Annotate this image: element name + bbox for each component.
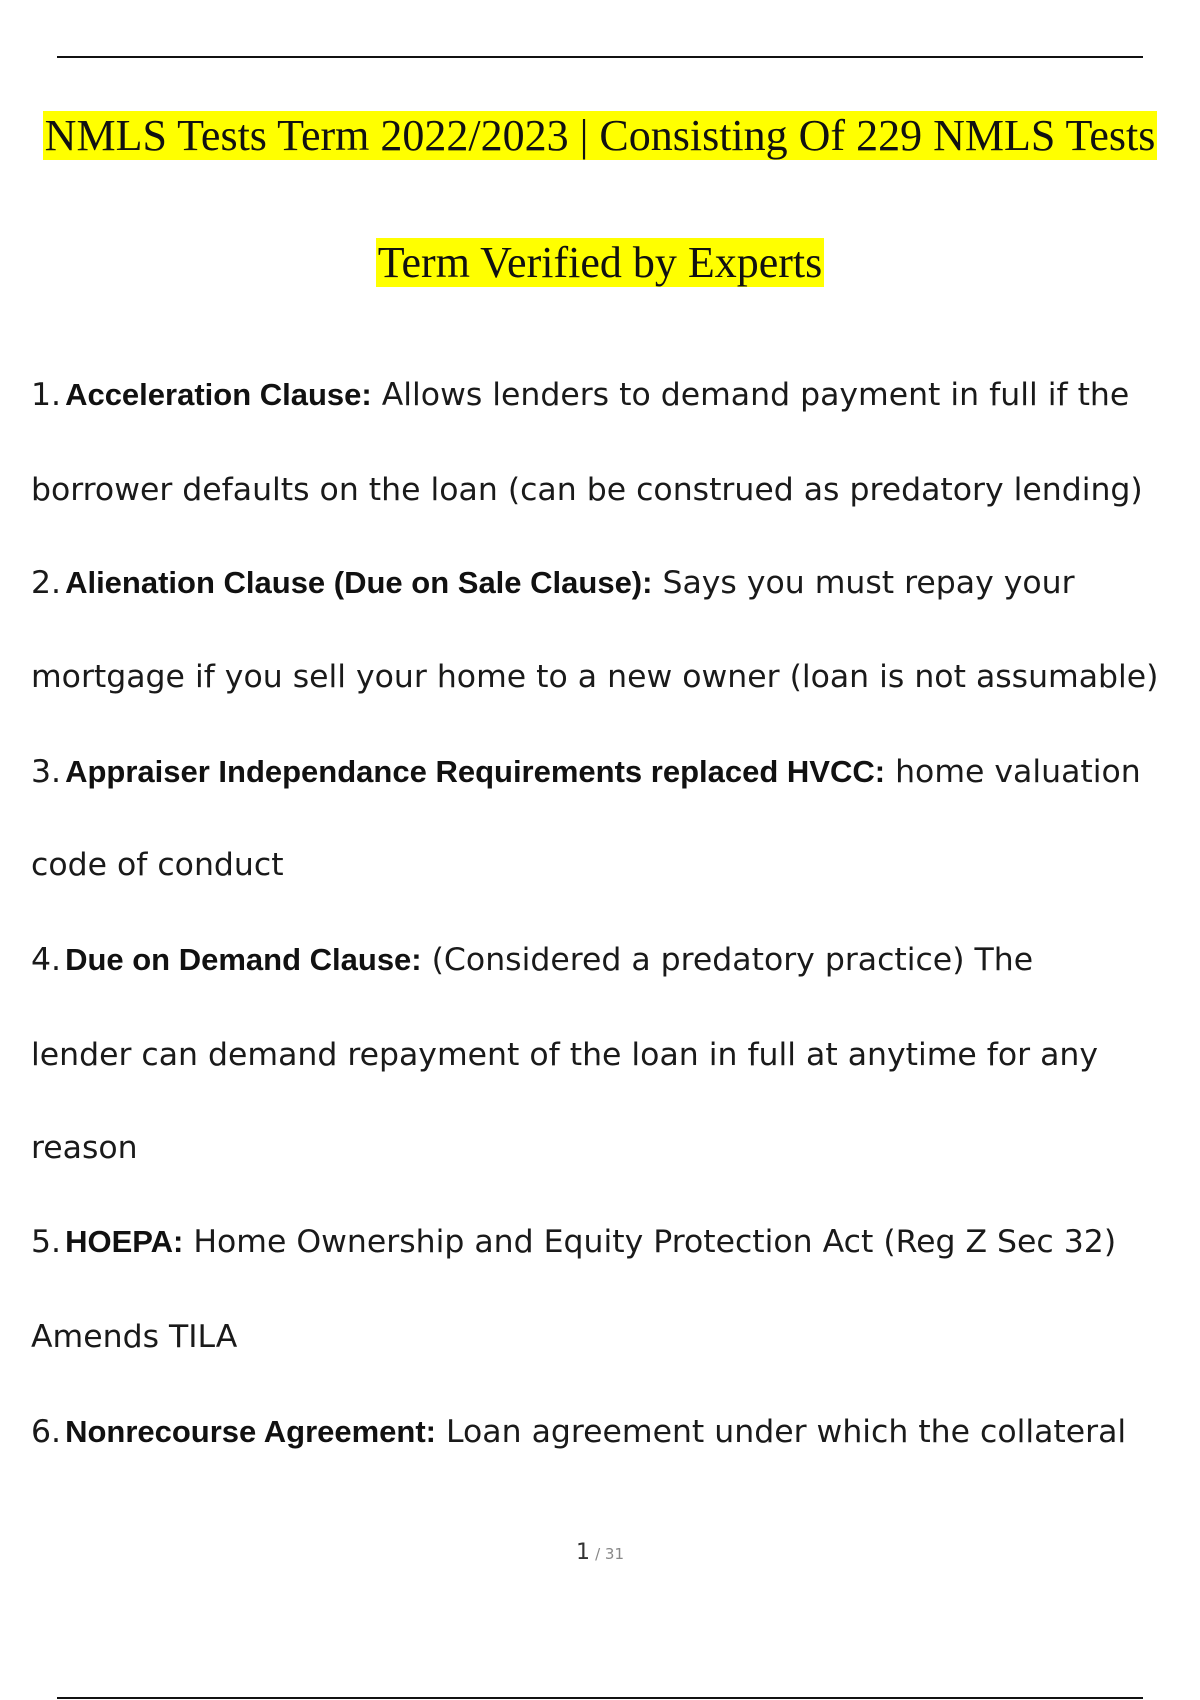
page-number — [0, 1540, 1200, 1565]
item-number: 4. — [31, 942, 62, 978]
definition-continuation: Amends TILA — [31, 1319, 238, 1355]
term-label: Alienation Clause (Due on Sale Clause): — [65, 565, 653, 600]
term-label: Nonrecourse Agreement: — [65, 1414, 437, 1449]
title-highlight-1: NMLS Tests Term 2022/2023 | Consisting Of 229 NMLS Tests — [44, 111, 1156, 160]
list-item-6 — [31, 1412, 1126, 1452]
item-number: 3. — [31, 754, 62, 790]
definition-text: Loan agreement under which the collateral — [446, 1414, 1127, 1450]
definition-continuation: code of conduct — [31, 847, 284, 883]
bottom-rule — [57, 1697, 1143, 1699]
title-highlight-2: Term Verified by Experts — [377, 238, 823, 287]
list-item-1 — [31, 375, 1129, 415]
item-number: 1. — [31, 377, 62, 413]
term-label: Acceleration Clause: — [65, 377, 372, 412]
item-number: 2. — [31, 565, 62, 601]
definition-text: (Considered a predatory practice) The — [431, 942, 1034, 978]
item-number: 6. — [31, 1414, 62, 1450]
item-number: 5. — [31, 1224, 62, 1260]
definition-continuation: mortgage if you sell your home to a new owner (loan is not assumable) — [31, 659, 1159, 695]
definition-continuation: lender can demand repayment of the loan in full at anytime for any — [31, 1037, 1099, 1073]
definition-continuation: reason — [31, 1130, 138, 1166]
definition-text: Allows lenders to demand payment in full if the — [381, 377, 1130, 413]
page-current: 1 — [575, 1540, 590, 1565]
list-item-4 — [31, 940, 1033, 980]
list-item-3 — [31, 752, 1141, 792]
term-label: Due on Demand Clause: — [65, 942, 422, 977]
list-item-2 — [31, 563, 1075, 603]
document-title-line-2 — [0, 237, 1200, 289]
top-rule — [57, 56, 1143, 58]
definition-text: Says you must repay your — [662, 565, 1075, 601]
page-total: / 31 — [595, 1545, 624, 1563]
term-label: HOEPA: — [65, 1224, 184, 1259]
definition-continuation: borrower defaults on the loan (can be construed as predatory lending) — [31, 472, 1143, 508]
term-label: Appraiser Independance Requirements replaced HVCC: — [65, 754, 886, 789]
document-title-line-1 — [0, 110, 1200, 162]
definition-text: home valuation — [895, 754, 1141, 790]
definition-text: Home Ownership and Equity Protection Act (Reg Z Sec 32) — [193, 1224, 1117, 1260]
list-item-5 — [31, 1222, 1116, 1262]
